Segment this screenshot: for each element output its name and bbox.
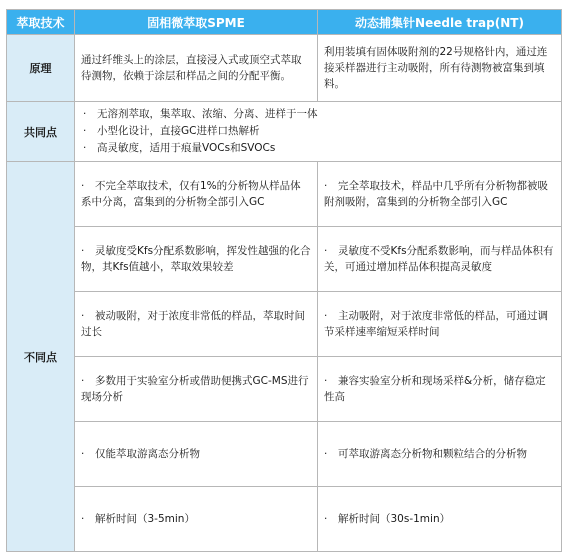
diff-spme-text: 被动吸附，对于浓度非常低的样品，萃取时间过长	[81, 310, 305, 338]
diff-row	[7, 357, 562, 422]
header-needle-trap: 动态捕集针Needle trap(NT)	[318, 10, 562, 35]
diff-spme-cell	[75, 292, 318, 357]
principle-nt: 利用装填有固体吸附剂的22号规格针内，通过连接采样器进行主动吸附，所有待测物被富集到填料。	[318, 35, 562, 102]
bullet-mark: ·	[81, 448, 85, 460]
common-items	[75, 102, 562, 162]
header-technique: 萃取技术	[7, 10, 75, 35]
diff-spme-cell	[75, 357, 318, 422]
diff-spme-cell	[75, 162, 318, 227]
diff-nt-text: 完全萃取技术，样品中几乎所有分析物都被吸附剂吸附，富集到的分析物全部引入GC	[324, 180, 548, 208]
comparison-table-wrapper	[6, 9, 561, 525]
diff-spme-text: 多数用于实验室分析或借助便携式GC-MS进行现场分析	[81, 375, 309, 403]
diff-spme-cell	[75, 227, 318, 292]
bullet-mark: ·	[324, 180, 328, 192]
diff-row	[7, 422, 562, 487]
principle-label: 原理	[7, 35, 75, 102]
bullet-mark: ·	[81, 245, 85, 257]
bullet-mark: ·	[83, 108, 87, 120]
common-item-text: 小型化设计，直接GC进样口热解析	[97, 125, 260, 137]
diff-nt-text: 解析时间（30s-1min）	[338, 513, 451, 525]
diff-nt-cell	[318, 357, 562, 422]
bullet-mark: ·	[324, 375, 328, 387]
common-item	[83, 106, 553, 123]
diff-label: 不同点	[7, 162, 75, 552]
diff-nt-cell	[318, 422, 562, 487]
diff-nt-text: 灵敏度不受Kfs分配系数影响，而与样品体积有关，可通过增加样品体积提高灵敏度	[324, 245, 554, 273]
principle-row	[7, 35, 562, 102]
bullet-mark: ·	[81, 375, 85, 387]
diff-nt-cell	[318, 487, 562, 552]
header-spme: 固相微萃取SPME	[75, 10, 318, 35]
comparison-table	[6, 9, 562, 552]
diff-row	[7, 292, 562, 357]
bullet-mark: ·	[81, 180, 85, 192]
diff-nt-text: 主动吸附，对于浓度非常低的样品，可通过调节采样速率缩短采样时间	[324, 310, 548, 338]
diff-nt-cell	[318, 292, 562, 357]
bullet-mark: ·	[81, 310, 85, 322]
diff-nt-text: 可萃取游离态分析物和颗粒结合的分析物	[338, 448, 527, 460]
header-row	[7, 10, 562, 35]
diff-nt-cell	[318, 227, 562, 292]
diff-nt-cell	[318, 162, 562, 227]
diff-row	[7, 227, 562, 292]
bullet-mark: ·	[83, 142, 87, 154]
diff-row	[7, 162, 562, 227]
diff-spme-text: 灵敏度受Kfs分配系数影响，挥发性越强的化合物，其Kfs值越小，萃取效果较差	[81, 245, 311, 273]
common-item	[83, 123, 553, 140]
bullet-mark: ·	[324, 448, 328, 460]
bullet-mark: ·	[81, 513, 85, 525]
bullet-mark: ·	[324, 310, 328, 322]
common-row	[7, 102, 562, 162]
diff-spme-text: 仅能萃取游离态分析物	[95, 448, 200, 460]
diff-spme-text: 解析时间（3-5min）	[95, 513, 195, 525]
diff-spme-text: 不完全萃取技术，仅有1%的分析物从样品体系中分离，富集到的分析物全部引入GC	[81, 180, 301, 208]
common-item-text: 无溶剂萃取，集萃取、浓缩、分离、进样于一体	[97, 108, 318, 120]
bullet-mark: ·	[83, 125, 87, 137]
bullet-mark: ·	[324, 245, 328, 257]
common-item	[83, 140, 553, 157]
bullet-mark: ·	[324, 513, 328, 525]
diff-row	[7, 487, 562, 552]
common-label: 共同点	[7, 102, 75, 162]
diff-spme-cell	[75, 487, 318, 552]
common-item-text: 高灵敏度，适用于痕量VOCs和SVOCs	[97, 142, 276, 154]
diff-nt-text: 兼容实验室分析和现场采样&分析，储存稳定性高	[324, 375, 546, 403]
principle-spme: 通过纤维头上的涂层，直接浸入式或顶空式萃取待测物，依赖于涂层和样品之间的分配平衡。	[75, 35, 318, 102]
diff-spme-cell	[75, 422, 318, 487]
